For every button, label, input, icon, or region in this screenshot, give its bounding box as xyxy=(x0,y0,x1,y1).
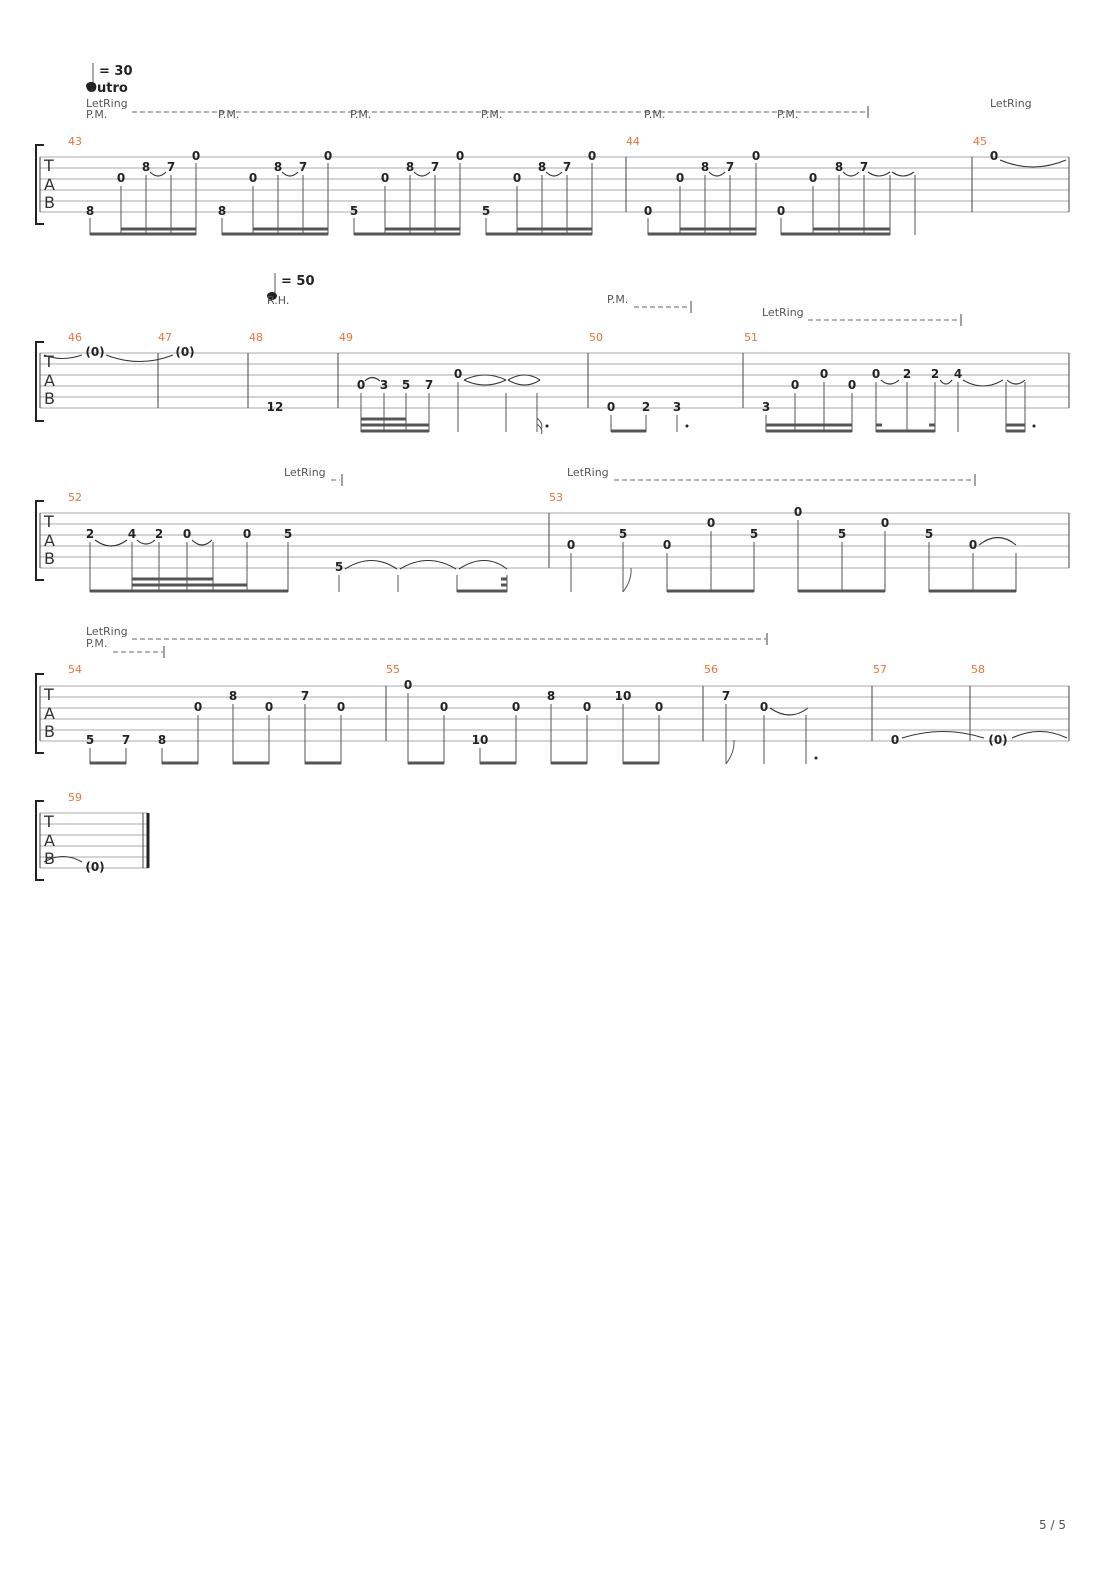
clef-a: A xyxy=(44,175,55,194)
fret-number: 5 xyxy=(85,733,95,747)
measure-number: 52 xyxy=(68,491,82,504)
measure-number: 46 xyxy=(68,331,82,344)
fret-number: 7 xyxy=(166,160,176,174)
staff-system-1 xyxy=(36,135,1069,235)
fret-number: 5 xyxy=(334,560,344,574)
fret-number: 4 xyxy=(953,367,963,381)
clef-a: A xyxy=(44,704,55,723)
clef-b: B xyxy=(44,389,55,408)
section-label: Outro xyxy=(86,81,128,96)
fret-number: 0 xyxy=(403,678,413,692)
fret-number: 2 xyxy=(902,367,912,381)
staff-system-2 xyxy=(36,331,1069,434)
fret-number: 0 xyxy=(871,367,881,381)
fret-number: 0 xyxy=(880,516,890,530)
fret-number: (0) xyxy=(85,860,105,874)
fret-number: 2 xyxy=(85,527,95,541)
fret-number: 0 xyxy=(248,171,258,185)
fret-number: 2 xyxy=(641,400,651,414)
rh-label: R.H. xyxy=(267,294,290,307)
letring-label: LetRing xyxy=(567,466,609,479)
fret-number: 0 xyxy=(356,378,366,392)
letring-label: LetRing xyxy=(284,466,326,479)
clef-b: B xyxy=(44,849,55,868)
fret-number: 7 xyxy=(424,378,434,392)
fret-number: 5 xyxy=(349,204,359,218)
fret-number: 0 xyxy=(819,367,829,381)
fret-number: 8 xyxy=(85,204,95,218)
fret-number: 5 xyxy=(924,527,934,541)
fret-number: 0 xyxy=(380,171,390,185)
fret-number: 0 xyxy=(242,527,252,541)
measure-number: 51 xyxy=(744,331,758,344)
fret-number: 8 xyxy=(834,160,844,174)
fret-number: 10 xyxy=(614,689,632,703)
letring-label: LetRing xyxy=(86,97,128,110)
fret-number: 8 xyxy=(141,160,151,174)
clef-b: B xyxy=(44,722,55,741)
fret-number: 8 xyxy=(157,733,167,747)
tempo-label: = 30 xyxy=(99,64,133,79)
clef-t: T xyxy=(44,156,54,175)
fret-number: 0 xyxy=(193,700,203,714)
fret-number: 8 xyxy=(700,160,710,174)
fret-number: 0 xyxy=(439,700,449,714)
fret-number: 0 xyxy=(776,204,786,218)
clef-b: B xyxy=(44,193,55,212)
page-number: 5 / 5 xyxy=(1039,1518,1066,1532)
fret-number: 0 xyxy=(606,400,616,414)
fret-number: 10 xyxy=(471,733,489,747)
fret-number: 0 xyxy=(643,204,653,218)
fret-number: 0 xyxy=(675,171,685,185)
measure-number: 54 xyxy=(68,663,82,676)
fret-number: 0 xyxy=(890,733,900,747)
measure-number: 59 xyxy=(68,791,82,804)
measure-number: 44 xyxy=(626,135,640,148)
fret-number: 7 xyxy=(721,689,731,703)
measure-number: 47 xyxy=(158,331,172,344)
fret-number: 0 xyxy=(182,527,192,541)
fret-number: 0 xyxy=(793,505,803,519)
fret-number: 8 xyxy=(273,160,283,174)
fret-number: 3 xyxy=(379,378,389,392)
measure-number: 56 xyxy=(704,663,718,676)
fret-number: 0 xyxy=(968,538,978,552)
measure-number: 53 xyxy=(549,491,563,504)
fret-number: 0 xyxy=(453,367,463,381)
fret-number: 7 xyxy=(859,160,869,174)
fret-number: 2 xyxy=(930,367,940,381)
clef-t: T xyxy=(44,812,54,831)
fret-number: 0 xyxy=(336,700,346,714)
fret-number: 0 xyxy=(116,171,126,185)
fret-number: 0 xyxy=(566,538,576,552)
fret-number: 0 xyxy=(323,149,333,163)
fret-number: 0 xyxy=(808,171,818,185)
fret-number: 7 xyxy=(121,733,131,747)
fret-number: 0 xyxy=(790,378,800,392)
fret-number: 0 xyxy=(759,700,769,714)
fret-number: 0 xyxy=(191,149,201,163)
clef-t: T xyxy=(44,685,54,704)
fret-number: 0 xyxy=(455,149,465,163)
measure-number: 50 xyxy=(589,331,603,344)
fret-number: 7 xyxy=(725,160,735,174)
clef-t: T xyxy=(44,512,54,531)
fret-number: (0) xyxy=(175,345,195,359)
fret-number: 0 xyxy=(264,700,274,714)
clef-b: B xyxy=(44,549,55,568)
fret-number: 3 xyxy=(672,400,682,414)
measure-number: 43 xyxy=(68,135,82,148)
fret-number: 5 xyxy=(283,527,293,541)
fret-number: 0 xyxy=(751,149,761,163)
pm-label: P.M. xyxy=(644,108,666,121)
fret-number: 0 xyxy=(654,700,664,714)
fret-number: 5 xyxy=(749,527,759,541)
fret-number: 7 xyxy=(298,160,308,174)
fret-number: 5 xyxy=(618,527,628,541)
fret-number: 4 xyxy=(127,527,137,541)
measure-number: 49 xyxy=(339,331,353,344)
fret-number: 7 xyxy=(430,160,440,174)
fret-number: 0 xyxy=(706,516,716,530)
measure-number: 45 xyxy=(973,135,987,148)
fret-number: 0 xyxy=(847,378,857,392)
pm-label: P.M. xyxy=(481,108,503,121)
letring-label: LetRing xyxy=(86,625,128,638)
fret-number: 5 xyxy=(837,527,847,541)
tempo-label: = 50 xyxy=(281,274,315,289)
clef-a: A xyxy=(44,831,55,850)
fret-number: 0 xyxy=(582,700,592,714)
fret-number: 0 xyxy=(512,171,522,185)
fret-number: 8 xyxy=(537,160,547,174)
clef-a: A xyxy=(44,531,55,550)
pm-label: P.M. xyxy=(777,108,799,121)
fret-number: 0 xyxy=(989,149,999,163)
pm-label: P.M. xyxy=(607,293,629,306)
staff-system-3 xyxy=(36,491,1069,592)
fret-number: 8 xyxy=(217,204,227,218)
fret-number: (0) xyxy=(988,733,1008,747)
measure-number: 55 xyxy=(386,663,400,676)
staff-system-5 xyxy=(36,791,148,880)
clef-t: T xyxy=(44,352,54,371)
pm-label: P.M. xyxy=(350,108,372,121)
fret-number: 8 xyxy=(405,160,415,174)
measure-number: 57 xyxy=(873,663,887,676)
fret-number: 0 xyxy=(587,149,597,163)
fret-number: 7 xyxy=(300,689,310,703)
fret-number: 2 xyxy=(154,527,164,541)
clef-a: A xyxy=(44,371,55,390)
letring-label: LetRing xyxy=(762,306,804,319)
fret-number: 12 xyxy=(266,400,284,414)
fret-number: 0 xyxy=(511,700,521,714)
fret-number: 8 xyxy=(228,689,238,703)
fret-number: 8 xyxy=(546,689,556,703)
staff-system-4 xyxy=(36,663,1069,764)
pm-label: P.M. xyxy=(86,637,108,650)
measure-number: 58 xyxy=(971,663,985,676)
fret-number: 7 xyxy=(562,160,572,174)
letring-label: LetRing xyxy=(990,97,1032,110)
fret-number: 5 xyxy=(401,378,411,392)
fret-number: 0 xyxy=(662,538,672,552)
fret-number: 5 xyxy=(481,204,491,218)
pm-label: P.M. xyxy=(86,108,108,121)
fret-number: 3 xyxy=(761,400,771,414)
pm-label: P.M. xyxy=(218,108,240,121)
measure-number: 48 xyxy=(249,331,263,344)
fret-number: (0) xyxy=(85,345,105,359)
